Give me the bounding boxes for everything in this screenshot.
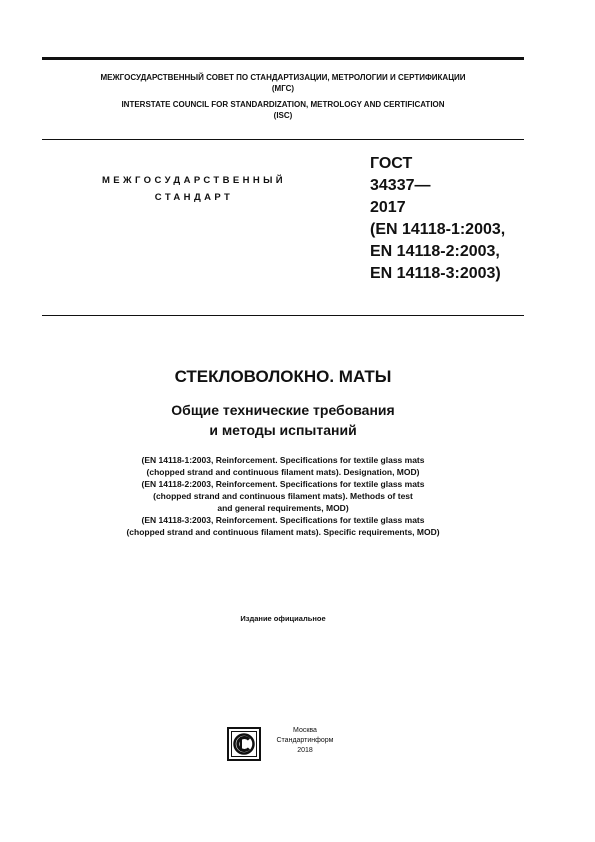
designation-line-4: (EN 14118-1:2003, bbox=[370, 221, 506, 238]
document-title: СТЕКЛОВОЛОКНО. МАТЫ bbox=[174, 367, 392, 386]
council-name-en bbox=[42, 99, 524, 121]
standard-kind-line-2: СТАНДАРТ bbox=[154, 192, 234, 203]
council-name-en-line: INTERSTATE COUNCIL FOR STANDARDIZATION, METROLOGY AND CERTIFICATION bbox=[121, 100, 445, 109]
council-name-ru-line: МЕЖГОСУДАРСТВЕННЫЙ СОВЕТ ПО СТАНДАРТИЗАЦИИ, МЕТРОЛОГИИ И СЕРТИФИКАЦИИ bbox=[100, 73, 466, 82]
council-name-ru bbox=[42, 72, 524, 94]
reference-line: (chopped strand and continuous filament mats). Specific requirements, MOD) bbox=[126, 527, 440, 537]
designation-line-3: 2017 bbox=[370, 199, 406, 216]
document-subtitle bbox=[42, 400, 524, 440]
designation-line-1: ГОСТ bbox=[370, 155, 413, 172]
edition-label: Издание официальное bbox=[240, 614, 326, 623]
top-rule bbox=[42, 57, 524, 60]
en-references bbox=[42, 454, 524, 538]
reference-line: (EN 14118-2:2003, Reinforcement. Specifications for textile glass mats bbox=[141, 479, 425, 489]
subtitle-line-2: и методы испытаний bbox=[209, 422, 357, 438]
subtitle-line-1: Общие технические требования bbox=[171, 402, 395, 418]
designation-line-6: EN 14118-3:2003) bbox=[370, 265, 501, 282]
publisher-block bbox=[227, 726, 337, 762]
designation-line-5: EN 14118-2:2003, bbox=[370, 243, 500, 260]
council-abbr-en: (ISC) bbox=[273, 111, 293, 120]
publisher-text bbox=[265, 726, 345, 756]
publisher-year: 2018 bbox=[297, 747, 313, 754]
reference-line: (EN 14118-3:2003, Reinforcement. Specifications for textile glass mats bbox=[141, 515, 425, 525]
standard-kind-line-1: МЕЖГОСУДАРСТВЕННЫЙ bbox=[101, 175, 287, 186]
designation-divider bbox=[42, 315, 524, 316]
header-divider bbox=[42, 139, 524, 140]
reference-line: (chopped strand and continuous filament mats). Designation, MOD) bbox=[146, 467, 420, 477]
reference-line: (chopped strand and continuous filament mats). Methods of test bbox=[153, 491, 413, 501]
standard-kind bbox=[60, 172, 328, 206]
reference-line: (EN 14118-1:2003, Reinforcement. Specifications for textile glass mats bbox=[141, 455, 425, 465]
standartinform-logo-icon bbox=[227, 727, 261, 761]
publisher-city: Москва bbox=[293, 727, 317, 734]
designation-line-2: 34337— bbox=[370, 177, 431, 194]
reference-line: and general requirements, MOD) bbox=[217, 503, 349, 513]
publisher-name: Стандартинформ bbox=[276, 737, 334, 744]
standard-designation bbox=[370, 153, 540, 285]
council-abbr-ru: (МГС) bbox=[271, 84, 295, 93]
